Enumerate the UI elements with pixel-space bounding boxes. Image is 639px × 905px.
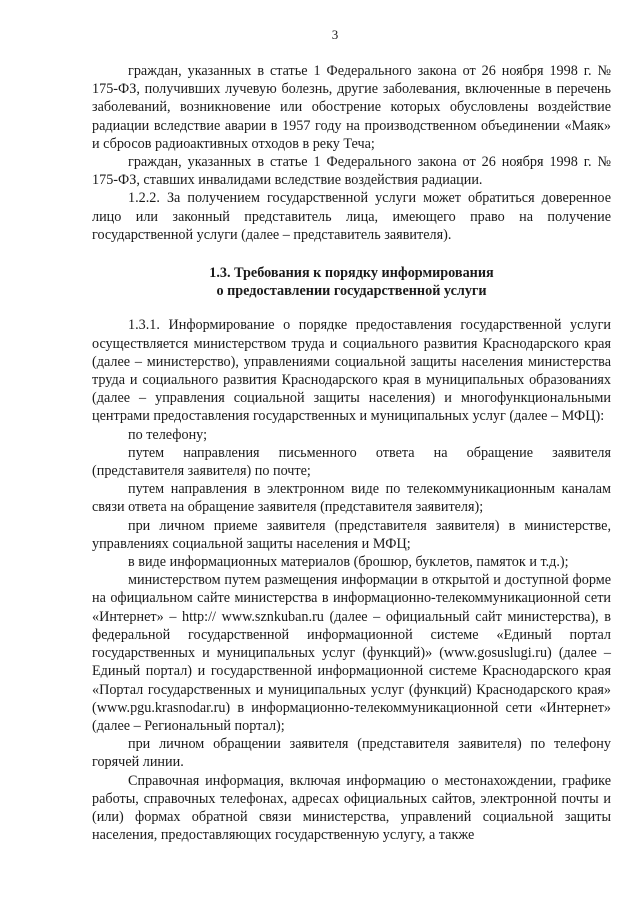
paragraph: Справочная информация, включая информацию о местонахождении, графике работы, справочных телефонах, адресах официальных сайтов, электронной почты и (или) формах обратной связи министерства, управлений социальной защиты населения, предоставляющих государственную услугу, а также [92,772,611,844]
list-item: путем направления в электронном виде по телекоммуникационным каналам связи ответа на обращение заявителя (представителя заявителя); [92,481,611,516]
list-item: министерством путем размещения информации в открытой и доступной форме на официальном сайте министерства в информационно-телекоммуникационной сети «Интернет» – http:// www.sznkuban.ru (далее – официальный сайт министерства), в федеральной государственной информационной системе «Единый портал государственных и муниципальных услуг (функций)» (www.gosuslugi.ru) (далее – Единый портал) и государственной информационной системе Краснодарского края «Портал государственных и муниципальных услуг (функций) Краснодарского края» (www.pgu.krasnodar.ru) в информационно-телекоммуникационной сети «Интернет» (далее – Региональный портал); [92,572,611,734]
list-item: при личном обращении заявителя (представителя заявителя) по телефону горячей линии. [92,736,611,771]
paragraph: 1.2.2. За получением государственной услуги может обратиться доверенное лицо или законный представитель лица, имеющего право на получение государственной услуги (далее – представитель заявителя). [92,190,611,243]
list-item: в виде информационных материалов (брошюр, буклетов, памяток и т.д.); [128,554,569,571]
list-item: по телефону; [128,426,208,443]
section-heading [92,264,611,300]
list-item: путем направления письменного ответа на обращение заявителя (представителя заявителя) по почте; [92,444,611,480]
section-heading-line: о предоставлении государственной услуги [216,283,487,300]
document-body [92,62,611,844]
page-number: 3 [331,27,339,42]
paragraph: 1.3.1. Информирование о порядке предоставления государственной услуги осуществляется министерством труда и социального развития Краснодарского края (далее – министерство), управлениями социальной защиты населения министерства труда и социального развития Краснодарского края в муниципальных образованиях (далее – управления социальной защиты населения) и многофункциональными центрами предоставления государственных и муниципальных услуг (далее – МФЦ): [92,317,611,425]
list-item: при личном приеме заявителя (представителя заявителя) в министерстве, управлениях социальной защиты населения и МФЦ; [92,517,611,552]
paragraph: граждан, указанных в статье 1 Федерального закона от 26 ноября 1998 г. № 175-ФЗ, ставших инвалидами вследствие воздействия радиации. [92,154,611,189]
paragraph: граждан, указанных в статье 1 Федерального закона от 26 ноября 1998 г. № 175-ФЗ, получивших лучевую болезнь, другие заболевания, включенные в перечень заболеваний, возникновение или обострение которых обусловлены воздействие радиации вследствие аварии в 1957 году на производственном объединении «Маяк» и сбросов радиоактивных отходов в реку Теча; [92,63,611,152]
section-heading-line: 1.3. Требования к порядку информирования [209,265,494,282]
